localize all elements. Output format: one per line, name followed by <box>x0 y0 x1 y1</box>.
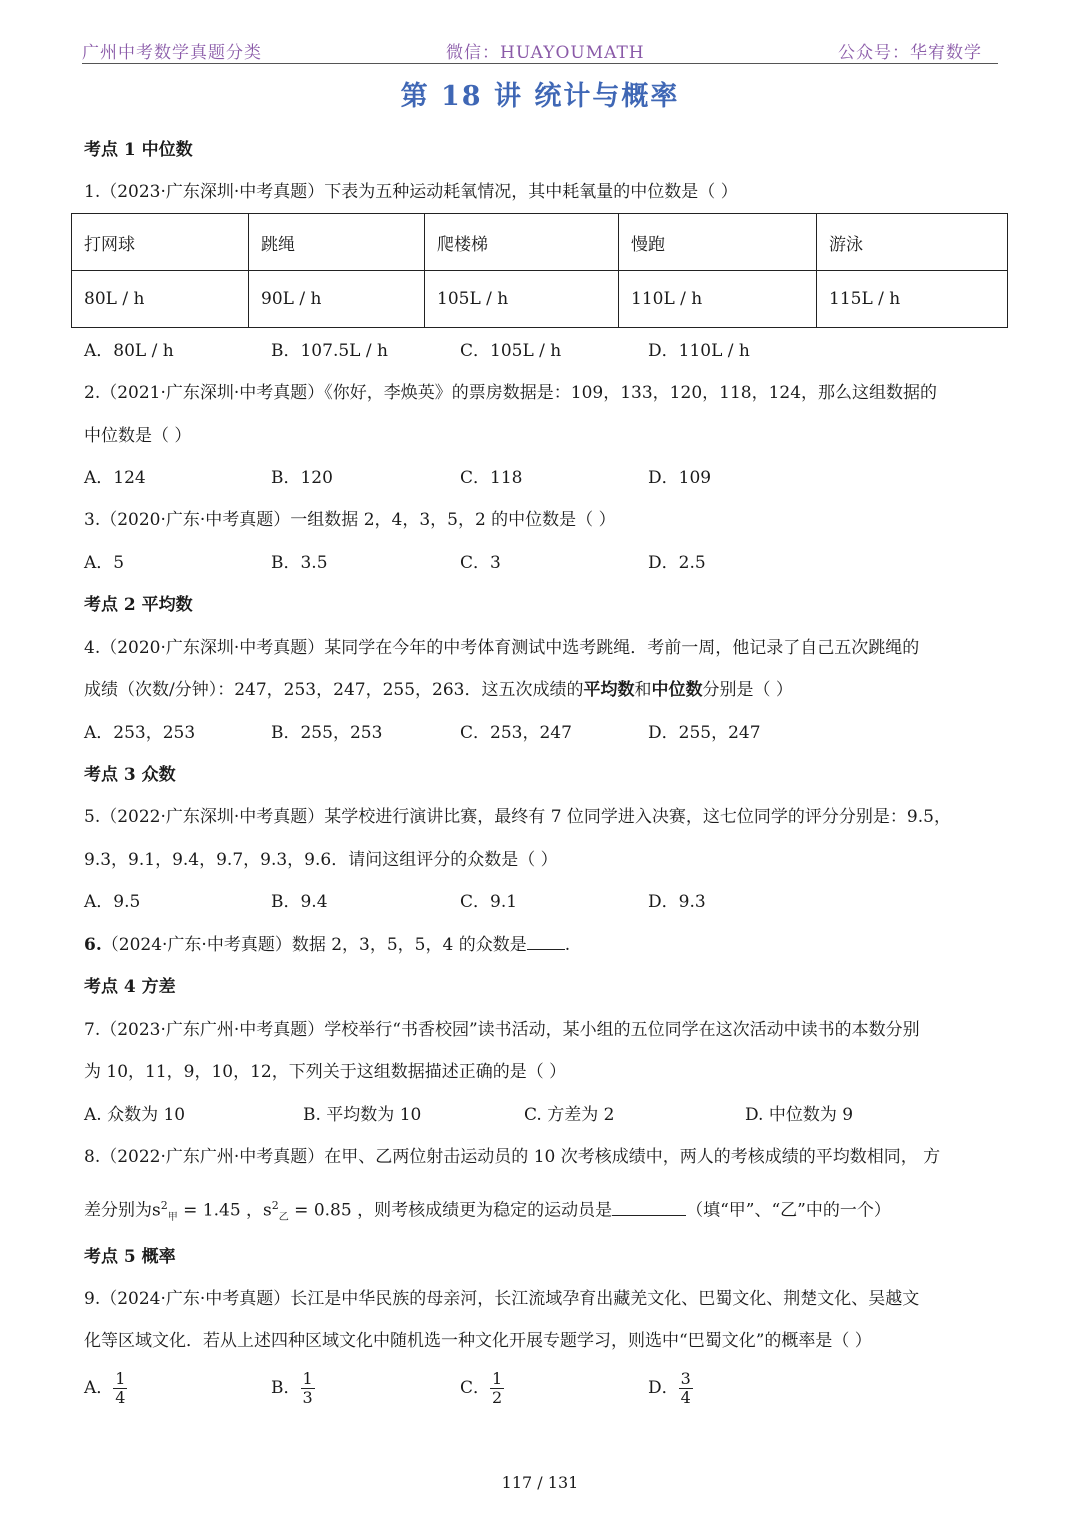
fraction-denominator: 3 <box>302 1388 313 1407</box>
fraction-denominator: 4 <box>680 1388 691 1407</box>
q8-pre: 差分别为 <box>84 1200 152 1221</box>
q4-text-mid: 和 <box>634 680 652 700</box>
table-cell: 慢跑 <box>619 214 817 271</box>
q2-option-c: C．118 <box>460 468 523 488</box>
table-cell: 80L / h <box>72 271 249 328</box>
q8-val-b: = 0.85 ， <box>288 1200 375 1221</box>
q1-option-c: C．105L / h <box>460 341 562 361</box>
q6-body: （2024·广东·中考真题）数据 2，3，5，5，4 的众数是 <box>101 935 527 955</box>
q8-sub-b: 乙 <box>278 1212 289 1224</box>
question-5-line1: 5.（2022·广东深圳·中考真题）某学校进行演讲比赛，最终有 7 位同学进入决赛，这七位同学的评分分别是：9.5， <box>84 807 951 827</box>
q4-option-b: B．255，253 <box>271 723 383 743</box>
fraction-denominator: 4 <box>115 1388 126 1407</box>
q1-option-d: D．110L / h <box>648 341 750 361</box>
table-cell: 跳绳 <box>249 214 425 271</box>
q9-option-label: D． <box>648 1378 679 1398</box>
page-title: 第 18 讲 统计与概率 <box>400 81 680 112</box>
table-cell: 105L / h <box>425 271 619 328</box>
q1-option-a: A．80L / h <box>84 341 174 361</box>
q8-sub-a: 甲 <box>167 1212 178 1224</box>
section-heading-median: 考点 1 中位数 <box>84 140 193 160</box>
question-9-line2: 化等区域文化．若从上述四种区域文化中随机选一种文化开展专题学习，则选中“巴蜀文化”的概率是（ ） <box>84 1331 872 1351</box>
question-4-line1: 4.（2020·广东深圳·中考真题）某同学在今年的中考体育测试中选考跳绳．考前一周，他记录了自己五次跳绳的 <box>84 638 920 658</box>
table-header-row <box>72 214 1008 271</box>
q7-option-a: A. 众数为 10 <box>84 1105 186 1125</box>
q6-end: . <box>564 935 571 955</box>
question-8-line2 <box>84 1194 891 1230</box>
fraction <box>301 1370 315 1407</box>
q8-tail: （填“甲”、“乙”中的一个） <box>686 1200 891 1221</box>
q9-option-b <box>271 1370 315 1407</box>
q4-option-a: A．253，253 <box>84 723 196 743</box>
q8-post: 则考核成绩更为稳定的运动员是 <box>374 1200 613 1221</box>
table-cell: 爬楼梯 <box>425 214 619 271</box>
q4-bold-median: 中位数 <box>651 680 703 700</box>
question-6-text <box>84 933 570 957</box>
q5-option-c: C．9.1 <box>460 892 518 912</box>
header-center: 微信：HUAYOUMATH <box>446 43 645 63</box>
table-cell: 90L / h <box>249 271 425 328</box>
answer-blank <box>527 949 565 950</box>
fraction-denominator: 2 <box>492 1388 503 1407</box>
q5-option-d: D．9.3 <box>648 892 706 912</box>
question-1-text: 1.（2023·广东深圳·中考真题）下表为五种运动耗氧情况，其中耗氧量的中位数是（ ） <box>84 182 738 202</box>
q6-number: 6. <box>84 935 102 955</box>
question-2-line2: 中位数是（ ） <box>84 426 192 446</box>
oxygen-table <box>71 213 1008 328</box>
q7-option-c: C. 方差为 2 <box>524 1105 615 1125</box>
q4-text-post: 分别是（ ） <box>702 680 793 700</box>
header-right: 公众号：华宥数学 <box>838 43 982 63</box>
table-cell: 打网球 <box>72 214 249 271</box>
q3-option-d: D．2.5 <box>648 553 706 573</box>
question-8-line1: 8.（2022·广东广州·中考真题）在甲、乙两位射击运动员的 10 次考核成绩中，两人的考核成绩的平均数相同， 方 <box>84 1147 941 1167</box>
table-value-row <box>72 271 1008 328</box>
question-9-line1: 9.（2024·广东·中考真题）长江是中华民族的母亲河，长江流域孕育出藏羌文化、巴蜀文化、荆楚文化、吴越文 <box>84 1289 920 1309</box>
q8-val-a: = 1.45 ， <box>177 1200 264 1221</box>
q2-option-d: D．109 <box>648 468 712 488</box>
question-5-line2: 9.3，9.1，9.4，9.7，9.3，9.6．请问这组评分的众数是（ ） <box>84 850 558 870</box>
q5-option-b: B．9.4 <box>271 892 328 912</box>
q9-option-label: A． <box>84 1378 114 1398</box>
fraction-numerator: 1 <box>492 1369 503 1388</box>
table-cell: 游泳 <box>817 214 1008 271</box>
q8-s-b: s <box>263 1200 272 1221</box>
question-2-line1: 2.（2021·广东深圳·中考真题）《你好，李焕英》的票房数据是：109，133，120，118，124，那么这组数据的 <box>84 383 938 403</box>
q2-option-a: A．124 <box>84 468 146 488</box>
fraction-numerator: 3 <box>680 1369 691 1388</box>
table-cell: 115L / h <box>817 271 1008 328</box>
q7-option-b: B. 平均数为 10 <box>303 1105 422 1125</box>
q1-option-b: B．107.5L / h <box>271 341 388 361</box>
answer-blank <box>612 1215 686 1216</box>
q9-option-a <box>84 1370 127 1407</box>
q4-option-c: C．253，247 <box>460 723 572 743</box>
question-3-text: 3.（2020·广东·中考真题）一组数据 2，4，3，5，2 的中位数是（ ） <box>84 510 616 530</box>
fraction <box>113 1370 127 1407</box>
q3-option-b: B．3.5 <box>271 553 328 573</box>
question-4-line2 <box>84 678 793 702</box>
q3-option-c: C．3 <box>460 553 501 573</box>
q9-option-label: C． <box>460 1378 491 1398</box>
page-number: 117 / 131 <box>501 1473 579 1492</box>
header-left: 广州中考数学真题分类 <box>82 43 262 63</box>
q4-option-d: D．255，247 <box>648 723 761 743</box>
question-7-line2: 为 10，11，9，10，12，下列关于这组数据描述正确的是（ ） <box>84 1062 567 1082</box>
q5-option-a: A．9.5 <box>84 892 141 912</box>
section-heading-probability: 考点 5 概率 <box>84 1247 176 1267</box>
q7-option-d: D. 中位数为 9 <box>745 1105 854 1125</box>
q3-option-a: A．5 <box>84 553 125 573</box>
fraction <box>490 1370 504 1407</box>
q9-option-d <box>648 1370 693 1407</box>
table-cell: 110L / h <box>619 271 817 328</box>
q4-bold-mean: 平均数 <box>583 680 635 700</box>
q8-s-a: s <box>152 1200 161 1221</box>
q8-sup-b: 2 <box>271 1199 279 1212</box>
fraction-numerator: 1 <box>302 1369 313 1388</box>
q2-option-b: B．120 <box>271 468 333 488</box>
fraction-numerator: 1 <box>115 1369 126 1388</box>
header-divider <box>82 63 998 64</box>
section-heading-mean: 考点 2 平均数 <box>84 595 193 615</box>
section-heading-mode: 考点 3 众数 <box>84 765 176 785</box>
q8-sup-a: 2 <box>160 1199 168 1212</box>
fraction <box>679 1370 693 1407</box>
q9-option-label: B． <box>271 1378 301 1398</box>
q9-option-c <box>460 1370 504 1407</box>
question-7-line1: 7.（2023·广东广州·中考真题）学校举行“书香校园”读书活动，某小组的五位同学在这次活动中读书的本数分别 <box>84 1020 920 1040</box>
section-heading-variance: 考点 4 方差 <box>84 977 176 997</box>
q4-text-pre: 成绩（次数/分钟）：247，253，247，255，263．这五次成绩的 <box>84 680 584 700</box>
